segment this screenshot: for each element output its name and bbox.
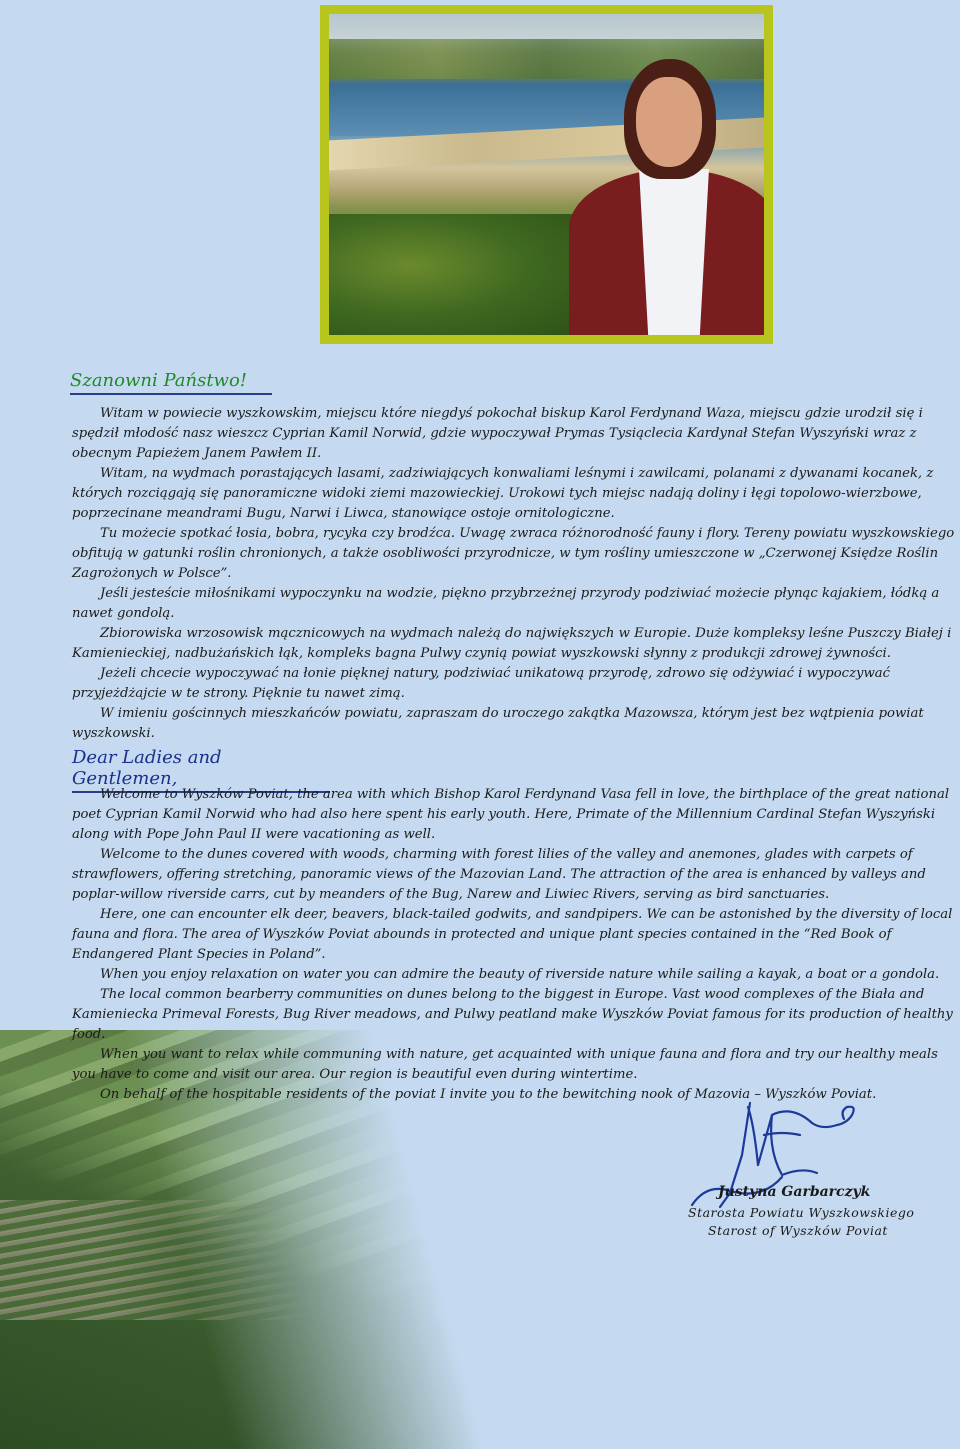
paragraph: On behalf of the hospitable residents of the poviat I invite you to the bewitching nook of Mazovia – Wyszków Poviat. (100, 1087, 877, 1102)
paragraph: Tu możecie spotkać łosia, bobra, rycyka czy brodźca. Uwagę zwraca różnorodność fauny i flory. Tereny powiatu wyszkowskiego obfitują w gatunki roślin chronionych, a także osobliwości przyrodnicze, w tym rośliny umieszczone w „Czerwonej Księdze Roślin Zagrożonych w Polsce”. (72, 526, 955, 581)
paragraph: When you enjoy relaxation on water you can admire the beauty of riverside nature while sailing a kayak, a boat or a gondola. (100, 967, 940, 982)
signer-title-english: Starost of Wyszków Poviat (708, 1223, 888, 1238)
paragraph: When you want to relax while communing with nature, get acquainted with unique fauna and flora and try our healthy meals you have to come and visit our area. Our region is beautiful even during wintertime. (72, 1047, 938, 1082)
paragraph: Welcome to the dunes covered with woods, charming with forest lilies of the valley and anemones, glades with carpets of strawflowers, offering stretching, panoramic views of the Mazovian Land. The attraction of the area is enhanced by valleys and poplar-willow riverside carrs, cut by meanders of the Bug, Narew and Liwiec Rivers, serving as bird sanctuaries. (72, 847, 926, 902)
heading-polish: Szanowni Państwo! (70, 370, 272, 395)
paragraph: Zbiorowiska wrzosowisk mącznicowych na wydmach należą do największych w Europie. Duże kompleksy leśne Puszczy Białej i Kamienieckiej, nadbużańskich łąk, kompleks bagna Pulwy czynią powiat wyszkowski słynny z produkcji zdrowej żywności. (72, 626, 952, 661)
paragraph: Witam w powiecie wyszkowskim, miejscu które niegdyś pokochał biskup Karol Ferdynand Waza, miejscu gdzie urodził się i spędził młodość nasz wieszcz Cyprian Kamil Norwid, gdzie wypoczywał Prymas Tysiąclecia Kardynał Stefan Wyszyński wraz z obecnym Papieżem Janem Pawłem II. (72, 406, 923, 461)
signer-title-polish: Starosta Powiatu Wyszkowskiego (688, 1205, 915, 1220)
paragraph: Welcome to Wyszków Poviat, the area with which Bishop Karol Ferdynand Vasa fell in love, the birthplace of the great national poet Cyprian Kamil Norwid who had also here spent his early youth. Here, Primate of the Millennium Cardinal Stefan Wyszyński along with Pope John Paul II were vacationing as well. (72, 787, 950, 842)
portrait-photo-frame (320, 5, 773, 344)
paragraph: Here, one can encounter elk deer, beavers, black-tailed godwits, and sandpipers. We can be astonished by the diversity of local fauna and flora. The area of Wyszków Poviat abounds in protected and unique plant species contained in the “Red Book of Endangered Plant Species in Poland”. (72, 907, 953, 962)
heading-english: Dear Ladies and Gentlemen, (72, 747, 330, 793)
photo-person (569, 59, 764, 335)
english-text (72, 785, 957, 1105)
signer-name: Justyna Garbarczyk (718, 1184, 871, 1200)
paragraph: Witam, na wydmach porastających lasami, zadziwiających konwaliami leśnymi i zawilcami, polanami z dywanami kocanek, z których rozciągają się panoramiczne widoki ziemi mazowieckiej. Urokowi tych miejsc nadają doliny i łęgi topolowo-wierzbowe, poprzecinane meandrami Bugu, Narwi i Liwca, stanowiące ostoje ornitologiczne. (72, 466, 934, 521)
photo-bushes (329, 214, 599, 335)
paragraph: W imieniu gościnnych mieszkańców powiatu, zapraszam do uroczego zakątka Mazowsza, którym jest bez wątpienia powiat wyszkowski. (72, 706, 924, 741)
polish-text (72, 404, 957, 744)
portrait-photo (329, 14, 764, 335)
paragraph: The local common bearberry communities on dunes belong to the biggest in Europe. Vast wood complexes of the Biała and Kamieniecka Primeval Forests, Bug River meadows, and Pulwy peatland make Wyszków Poviat famous for its production of healthy food. (72, 987, 953, 1042)
paragraph: Jeśli jesteście miłośnikami wypoczynku na wodzie, piękno przybrzeżnej przyrody podziwiać możecie płynąc kajakiem, łódką a nawet gondolą. (72, 586, 940, 621)
paragraph: Jeżeli chcecie wypoczywać na łonie pięknej natury, podziwiać unikatową przyrodę, zdrowo się odżywiać i wypoczywać przyjeżdżajcie w te strony. Pięknie tu nawet zimą. (72, 666, 891, 701)
aerial-village-detail (0, 1200, 360, 1320)
